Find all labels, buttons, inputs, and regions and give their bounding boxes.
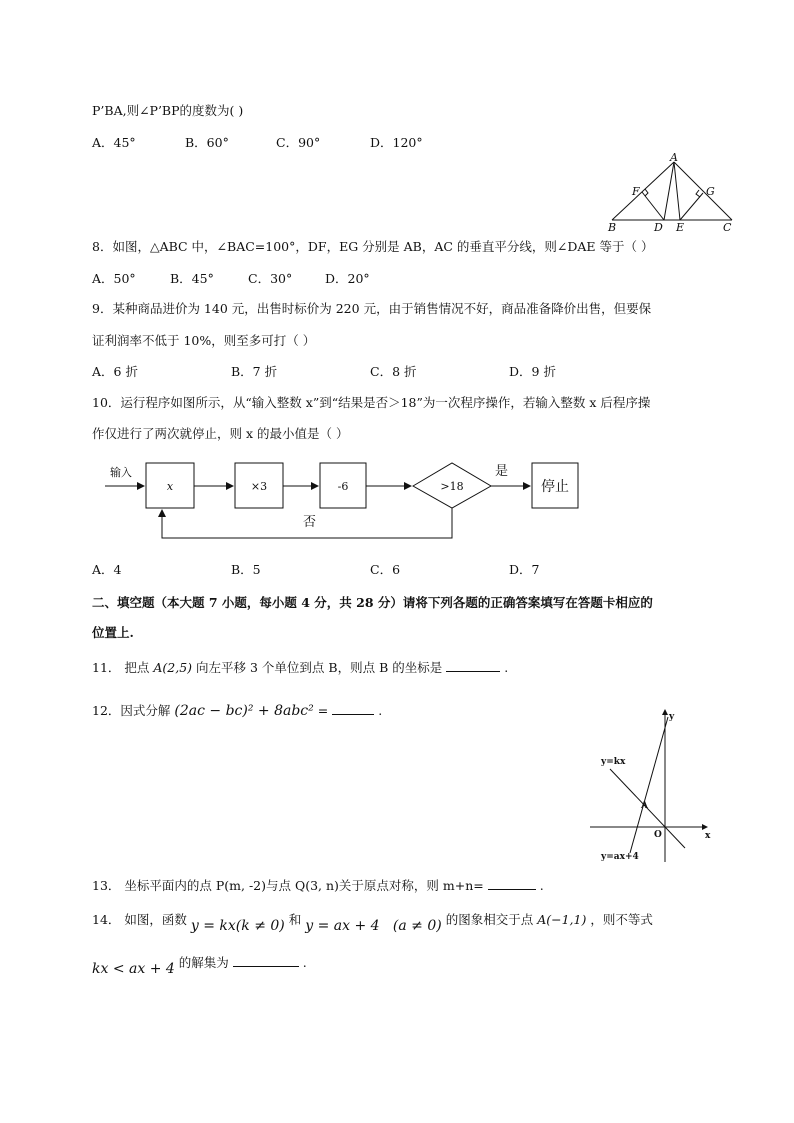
label-y-axis: y <box>669 712 675 722</box>
q7-option-d: D．120° <box>370 135 423 150</box>
q13 <box>92 876 544 894</box>
label-line-ax4: y=ax+4 <box>601 852 639 862</box>
triangle-figure <box>600 152 745 236</box>
q12-answer-blank <box>332 701 374 715</box>
q8-option-d: D．20° <box>325 271 370 286</box>
q14-prefix: 14． 如图，函数 <box>92 912 187 927</box>
side-ab <box>612 162 674 220</box>
q14-and: 和 <box>288 912 302 927</box>
q9-option-a: A．6 折 <box>92 364 138 379</box>
q8-option-a: A．50° <box>92 271 136 286</box>
q12-end: . <box>378 703 383 718</box>
label-x-axis: x <box>705 831 711 841</box>
q14-tail: ，则不等式 <box>590 912 653 927</box>
q9-option-c: C．8 折 <box>370 364 417 379</box>
q12-prefix: 12．因式分解 <box>92 703 171 718</box>
right-angle-f <box>645 189 648 196</box>
q12-expression: (2ac − bc)² + 8abc² <box>174 703 314 719</box>
q14-point: A(−1,1) <box>537 912 587 927</box>
q7-option-a: A．45° <box>92 135 136 150</box>
label-g: G <box>706 185 715 198</box>
q11-prefix: 11． 把点 <box>92 660 150 675</box>
graph-figure <box>585 705 725 865</box>
q14-end: . <box>302 955 307 970</box>
label-f: F <box>632 185 640 198</box>
q11-end: . <box>504 660 509 675</box>
q12 <box>92 701 382 719</box>
line-ax-plus-4 <box>630 717 668 853</box>
flow-no-label: 否 <box>303 515 317 530</box>
flow-box-minus-label: -6 <box>337 480 349 493</box>
flowchart <box>100 455 590 545</box>
q14-mid: 的图象相交于点 <box>445 912 534 927</box>
q10-option-a: A．4 <box>92 562 122 577</box>
q7-stem-tail: P’BA,则∠P’BP的度数为( ) <box>92 103 244 118</box>
q12-equals: = <box>317 703 329 718</box>
label-a: A <box>670 152 678 164</box>
q11-answer-blank <box>446 658 500 672</box>
q11-suffix: 向左平移 3 个单位到点 B，则点 B 的坐标是 <box>196 660 443 675</box>
segment-ad <box>664 162 674 220</box>
q8-option-b: B．45° <box>170 271 214 286</box>
q14-line1 <box>92 910 653 934</box>
q13-end: . <box>539 878 544 893</box>
q8-stem: 8．如图，△ABC 中，∠BAC=100°，DF，EG 分别是 AB，AC 的垂直平分线，则∠DAE 等于（ ） <box>92 239 654 254</box>
q13-answer-blank <box>488 876 536 890</box>
q7-option-c: C．90° <box>276 135 321 150</box>
q9-line2: 证利润率不低于 10%，则至多可打（ ） <box>92 333 316 348</box>
right-angle-g <box>696 190 700 197</box>
flow-box-x-label: x <box>166 480 174 493</box>
flow-stop-label: 停止 <box>541 479 569 495</box>
flow-yes-label: 是 <box>495 464 509 479</box>
label-c: C <box>723 221 732 234</box>
q14-line2 <box>92 953 307 977</box>
q10-option-b: B．5 <box>231 562 261 577</box>
flow-diamond-label: >18 <box>440 480 464 493</box>
q13-text: 13． 坐标平面内的点 P(m, -2)与点 Q(3, n)关于原点对称，则 m+n= <box>92 878 484 893</box>
q11 <box>92 658 508 676</box>
flow-input-label: 输入 <box>110 466 132 479</box>
label-line-kx: y=kx <box>601 757 626 767</box>
segment-ae <box>674 162 680 220</box>
flow-box-times-label: ×3 <box>250 480 268 493</box>
q14-function-1: y = kx(k ≠ 0) <box>190 918 285 934</box>
q10-line1: 10．运行程序如图所示，从“输入整数 x”到“结果是否＞18”为一次程序操作，若输入整数 x 后程序操 <box>92 395 651 410</box>
q7-option-b: B．60° <box>185 135 229 150</box>
q14-answer-blank <box>233 953 299 967</box>
q11-point: A(2,5) <box>153 660 193 675</box>
label-origin: O <box>654 830 662 840</box>
q8-option-c: C．30° <box>248 271 293 286</box>
q14-inequality: kx < ax + 4 <box>92 961 175 977</box>
label-b: B <box>608 221 617 234</box>
q10-option-d: D．7 <box>509 562 540 577</box>
label-point-a: A <box>641 801 648 811</box>
q9-line1: 9．某种商品进价为 140 元，出售时标价为 220 元，由于销售情况不好，商品准备降价出售，但要保 <box>92 301 652 316</box>
label-e: E <box>676 221 685 234</box>
q14-tail2: 的解集为 <box>178 955 229 970</box>
q10-option-c: C．6 <box>370 562 401 577</box>
q10-line2: 作仅进行了两次就停止，则 x 的最小值是（ ） <box>92 426 349 441</box>
q9-option-b: B．7 折 <box>231 364 278 379</box>
section2-heading-line2: 位置上. <box>92 625 134 640</box>
side-ac <box>674 162 732 220</box>
q9-option-d: D．9 折 <box>509 364 556 379</box>
section2-heading-line1: 二、填空题（本大题 7 小题，每小题 4 分，共 28 分）请将下列各题的正确答案填写在答题卡相应的 <box>92 595 653 610</box>
q14-function-2: y = ax + 4 (a ≠ 0) <box>305 918 442 934</box>
label-d: D <box>654 221 663 234</box>
